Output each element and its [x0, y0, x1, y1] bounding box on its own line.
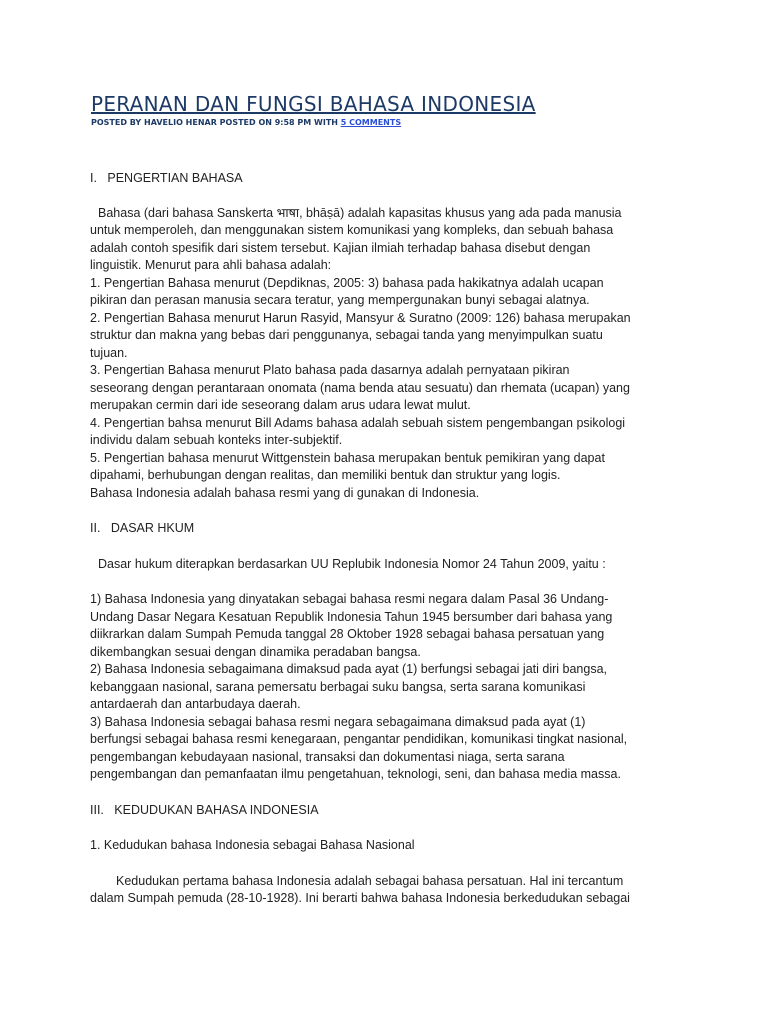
- post-byline: [91, 118, 401, 127]
- paragraph-line: pikiran dan perasan manusia secara teratur, yang mempergunakan bunyi sebagai alatnya.: [90, 293, 590, 307]
- paragraph-line: dalam Sumpah pemuda (28-10-1928). Ini berarti bahwa bahasa Indonesia berkedudukan sebagai: [90, 891, 630, 905]
- paragraph-line: berfungsi sebagai bahasa resmi kenegaraan, pengantar pendidikan, komunikasi tingkat nasional,: [90, 732, 628, 746]
- paragraph-line: merupakan cermin dari ide seseorang dalam arus udara lewat mulut.: [90, 398, 471, 412]
- paragraph-line: untuk memperoleh, dan menggunakan sistem komunikasi yang kompleks, dan sebuah bahasa: [90, 223, 614, 237]
- paragraph-line: antardaerah dan antarbudaya daerah.: [90, 697, 301, 711]
- paragraph-line: tujuan.: [90, 345, 128, 360]
- paragraph-line: Dasar hukum diterapkan berdasarkan UU Replubik Indonesia Nomor 24 Tahun 2009, yaitu :: [98, 556, 606, 571]
- paragraph-line: Undang Dasar Negara Kesatuan Republik Indonesia Tahun 1945 bersumber dari bahasa yang: [90, 609, 613, 624]
- paragraph-line: diikrarkan dalam Sumpah Pemuda tanggal 28 Oktober 1928 sebagai bahasa persatuan yang: [90, 627, 605, 641]
- list-item-line: 5. Pengertian bahasa menurut Wittgenstein bahasa merupakan bentuk pemikiran yang dapat: [90, 450, 605, 465]
- list-item-line: 2. Pengertian Bahasa menurut Harun Rasyid, Mansyur & Suratno (2009: 126) bahasa merupakan: [90, 310, 631, 325]
- list-item-line: 3) Bahasa Indonesia sebagai bahasa resmi negara sebagaimana dimaksud pada ayat (1): [90, 714, 586, 729]
- list-item-line: 2) Bahasa Indonesia sebagaimana dimaksud pada ayat (1) berfungsi sebagai jati diri bangsa,: [90, 662, 607, 676]
- list-item-line: 3. Pengertian Bahasa menurut Plato bahasa pada dasarnya adalah pernyataan pikiran: [90, 363, 570, 377]
- article-body: [90, 170, 686, 908]
- paragraph-line: pengembangan dan pemanfaatan ilmu pengetahuan, teknologi, seni, dan bahasa media massa.: [90, 767, 621, 781]
- paragraph-line: pengembangan kebudayaan nasional, transaksi dan dokumentasi niaga, serta sarana: [90, 749, 565, 764]
- paragraph-line: Bahasa Indonesia adalah bahasa resmi yang di gunakan di Indonesia.: [90, 485, 480, 500]
- paragraph-line: adalah contoh spesifik dari sistem tersebut. Kajian ilmiah terhadap bahasa disebut dengan: [90, 240, 591, 255]
- paragraph-line: struktur dan makna yang bebas dari penggunanya, sebagai tanda yang menyimpulkan suatu: [90, 328, 603, 342]
- list-item-line: 1. Pengertian Bahasa menurut (Depdiknas, 2005: 3) bahasa pada hakikatnya adalah ucapan: [90, 275, 604, 290]
- subsection-heading: 1. Kedudukan bahasa Indonesia sebagai Bahasa Nasional: [90, 838, 415, 852]
- paragraph-line: dikembangkan sesuai dengan dinamika peradaban bangsa.: [90, 644, 421, 659]
- section-heading: III. KEDUDUKAN BAHASA INDONESIA: [90, 802, 319, 817]
- paragraph-line: Bahasa (dari bahasa Sanskerta भाषा, bhāṣā) adalah kapasitas khusus yang ada pada manusia: [98, 205, 622, 220]
- byline-text: POSTED BY HAVELIO HENAR POSTED ON 9:58 PM WITH: [91, 118, 341, 127]
- paragraph-line: individu dalam sebuah konteks inter-subjektif.: [90, 433, 343, 447]
- paragraph-line: seseorang dengan perantaraan onomata (nama benda atau sesuatu) dan rhemata (ucapan) yang: [90, 380, 630, 395]
- paragraph-line: dipahami, berhubungan dengan realitas, dan memiliki bentuk dan struktur yang logis.: [90, 468, 561, 482]
- paragraph-line: Kedudukan pertama bahasa Indonesia adalah sebagai bahasa persatuan. Hal ini tercantum: [116, 873, 624, 888]
- list-item-line: 1) Bahasa Indonesia yang dinyatakan sebagai bahasa resmi negara dalam Pasal 36 Undang-: [90, 592, 609, 606]
- section-heading: II. DASAR HKUM: [90, 521, 195, 535]
- comments-link[interactable]: 5 COMMENTS: [340, 118, 402, 127]
- list-item-line: 4. Pengertian bahsa menurut Bill Adams bahasa adalah sebuah sistem pengembangan psikologi: [90, 415, 626, 430]
- paragraph-line: linguistik. Menurut para ahli bahasa adalah:: [90, 258, 332, 272]
- page-title: PERANAN DAN FUNGSI BAHASA INDONESIA: [91, 92, 536, 116]
- paragraph-line: kebanggaan nasional, sarana pemersatu berbagai suku bangsa, serta sarana komunikasi: [90, 679, 586, 694]
- section-heading: I. PENGERTIAN BAHASA: [90, 171, 243, 185]
